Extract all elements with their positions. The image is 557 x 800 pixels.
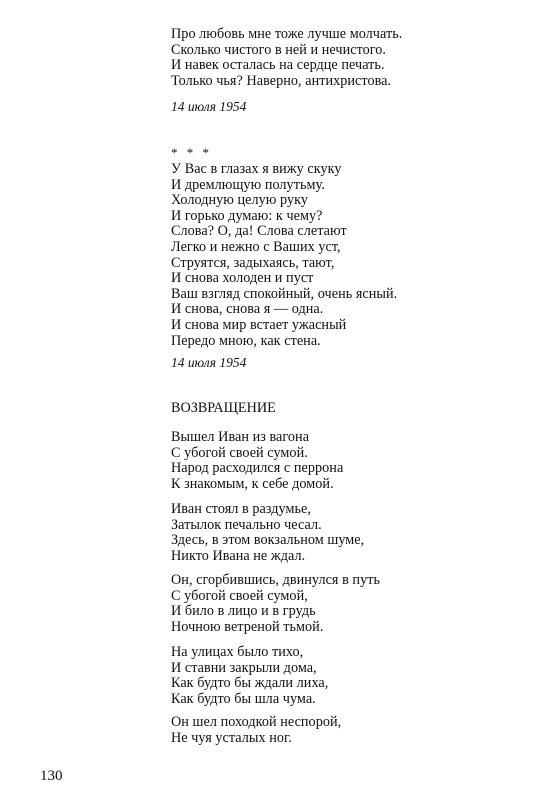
poem-line: Здесь, в этом вокзальном шуме, <box>171 532 365 549</box>
poem-line: И снова холоден и пуст <box>171 270 314 287</box>
poem-2-stars-heading: * * * <box>171 145 212 160</box>
poem-line: С убогой своей сумой. <box>171 444 308 461</box>
poem-3-stanza-4 <box>171 645 531 707</box>
poem-3-stanza-1 <box>171 430 531 492</box>
poem-line: Как будто бы ждали лиха, <box>171 675 329 692</box>
poem-line: И снова, снова я — одна. <box>171 301 324 318</box>
poem-line: Про любовь мне тоже лучше молчать. <box>171 26 403 42</box>
poem-line: На улицах было тихо, <box>171 644 304 660</box>
poem-line: Передо мною, как стена. <box>171 332 321 349</box>
poem-line: Ваш взгляд спокойный, очень ясный. <box>171 285 398 302</box>
poem-line: Сколько чистого в ней и нечистого. <box>171 41 387 58</box>
poem-line: Холодную целую руку <box>171 192 309 209</box>
poem-line: С убогой своей сумой, <box>171 587 308 604</box>
page-number: 130 <box>40 768 63 784</box>
poem-1-stanza <box>171 27 531 89</box>
poem-line: Он шел походкой неспорой, <box>171 714 342 730</box>
poem-line: И горько думаю: к чему? <box>171 207 323 224</box>
poem-line: Легко и нежно с Ваших уст, <box>171 238 341 255</box>
poem-line: И дремлющую полутьму. <box>171 176 325 193</box>
poem-2-stanza <box>171 162 531 349</box>
poem-line: И било в лицо и в грудь <box>171 603 316 620</box>
poem-line: Струятся, задыхаясь, тают, <box>171 254 335 271</box>
poem-line: Иван стоял в раздумье, <box>171 501 311 517</box>
poem-line: Слова? О, да! Слова слетают <box>171 223 347 240</box>
poem-line: Никто Ивана не ждал. <box>171 547 306 564</box>
poem-line: У Вас в глазах я вижу скуку <box>171 161 342 177</box>
poem-line: И ставни закрыли дома, <box>171 659 317 676</box>
poem-line: Вышел Иван из вагона <box>171 429 310 445</box>
poem-line: Не чуя усталых ног. <box>171 729 292 746</box>
poem-line: И навек осталась на сердце печать. <box>171 57 385 74</box>
poem-line: И снова мир встает ужасный <box>171 316 347 333</box>
poem-2-date: 14 июля 1954 <box>171 355 247 370</box>
poem-3-title: ВОЗВРАЩЕНИЕ <box>171 400 276 416</box>
poem-line: Затылок печально чесал. <box>171 516 322 533</box>
poem-line: Ночною ветреной тьмой. <box>171 618 324 635</box>
poem-line: Только чья? Наверно, антихристова. <box>171 72 392 89</box>
poem-line: Он, сгорбившись, двинулся в путь <box>171 572 380 588</box>
poem-3-stanza-3 <box>171 573 531 635</box>
poem-line: Народ расходился с перрона <box>171 460 344 477</box>
poem-line: Как будто бы шла чума. <box>171 690 316 707</box>
poem-line: К знакомым, к себе домой. <box>171 475 334 492</box>
poem-3-stanza-5 <box>171 715 531 746</box>
poem-1-date: 14 июля 1954 <box>171 99 247 114</box>
poem-3-stanza-2 <box>171 502 531 564</box>
